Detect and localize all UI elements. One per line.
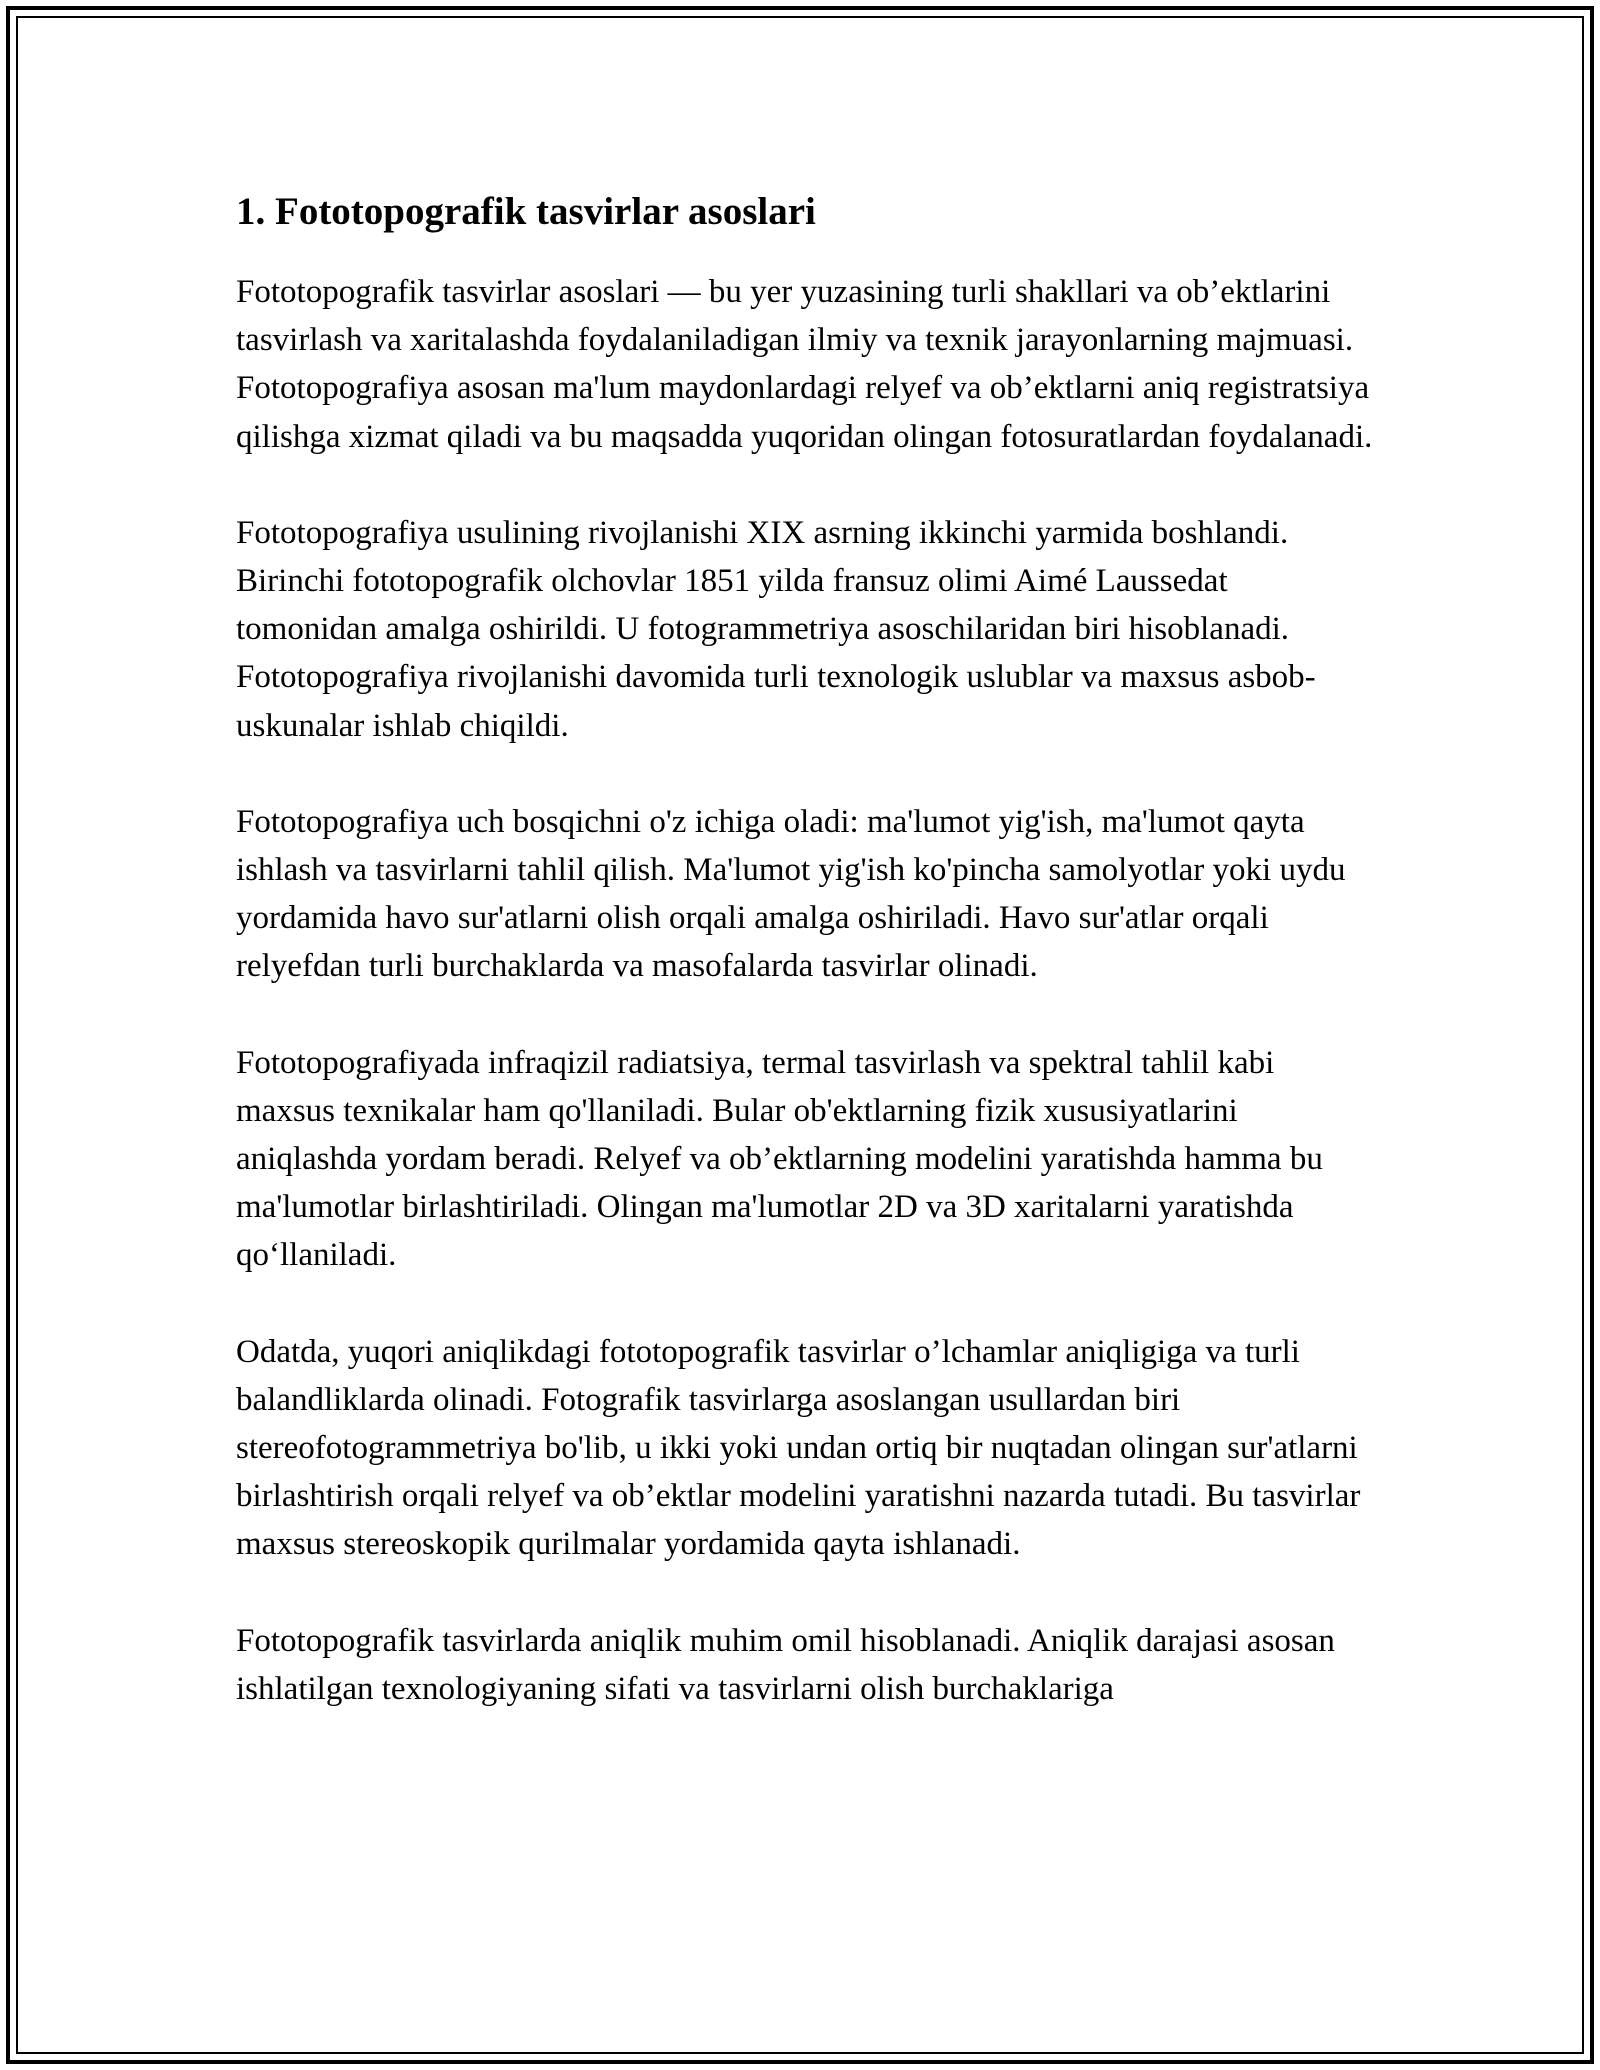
paragraph-3: Fototopografiya uch bosqichni o'z ichiga oladi: ma'lumot yig'ish, ma'lumot qayta ishlash va tasvirlarni tahlil qilish. Ma'lumot yig'ish ko'pincha samolyotlar yoki uydu yordamida havo sur'atlarni olish orqali amalga oshiriladi. Havo sur'atlar orqali relyefdan turli burchaklarda va masofalarda tasvirlar olinadi. xyxy=(236,803,1346,985)
paragraph-1: Fototopografik tasvirlar asoslari — bu yer yuzasining turli shakllari va ob’ektlarini tasvirlash va xaritalashda foydalaniladigan ilmiy va texnik jarayonlarning majmuasi. Fototopografiya asosan ma'lum maydonlardagi relyef va ob’ektlarni aniq registratsiya qilishga xizmat qiladi va bu maqsadda yuqoridan olingan fotosuratlardan foydalanadi. xyxy=(236,274,1373,455)
paragraph-5: Odatda, yuqori aniqlikdagi fototopografik tasvirlar o’lchamlar aniqligiga va turli balandliklarda olinadi. Fotografik tasvirlarga asoslangan usullardan biri stereofotogrammetriya bo'lib, u ikki yoki undan ortiq bir nuqtadan olingan sur'atlarni birlashtirish orqali relyef va ob’ektlar modelini yaratishni nazarda tutadi. Bu tasvirlar maxsus stereoskopik qurilmalar yordamida qayta ishlanadi. xyxy=(236,1333,1361,1563)
paragraph-6: Fototopografik tasvirlarda aniqlik muhim omil hisoblanadi. Aniqlik darajasi asosan ishlatilgan texnologiyaning sifati va tasvirlarni olish burchaklariga xyxy=(236,1622,1335,1707)
document-body xyxy=(236,184,1376,1761)
section-heading: 1. Fototopografik tasvirlar asoslari xyxy=(236,190,816,233)
paragraph-4: Fototopografiyada infraqizil radiatsiya, termal tasvirlash va spektral tahlil kabi maxsus texnikalar ham qo'llaniladi. Bular ob'ektlarning fizik xususiyatlarini aniqlashda yordam beradi. Relyef va ob’ektlarning modelini yaratishda hamma bu ma'lumotlar birlashtiriladi. Olingan ma'lumotlar 2D va 3D xaritalarni yaratishda qo‘llaniladi. xyxy=(236,1044,1323,1274)
paragraph-2: Fototopografiya usulining rivojlanishi XIX asrning ikkinchi yarmida boshlandi. Birinchi fototopografik olchovlar 1851 yilda fransuz olimi Aimé Laussedat tomonidan amalga oshirildi. U fotogrammetriya asoschilaridan biri hisoblanadi. Fototopografiya rivojlanishi davomida turli texnologik uslublar va maxsus asbob-uskunalar ishlab chiqildi. xyxy=(236,514,1316,744)
